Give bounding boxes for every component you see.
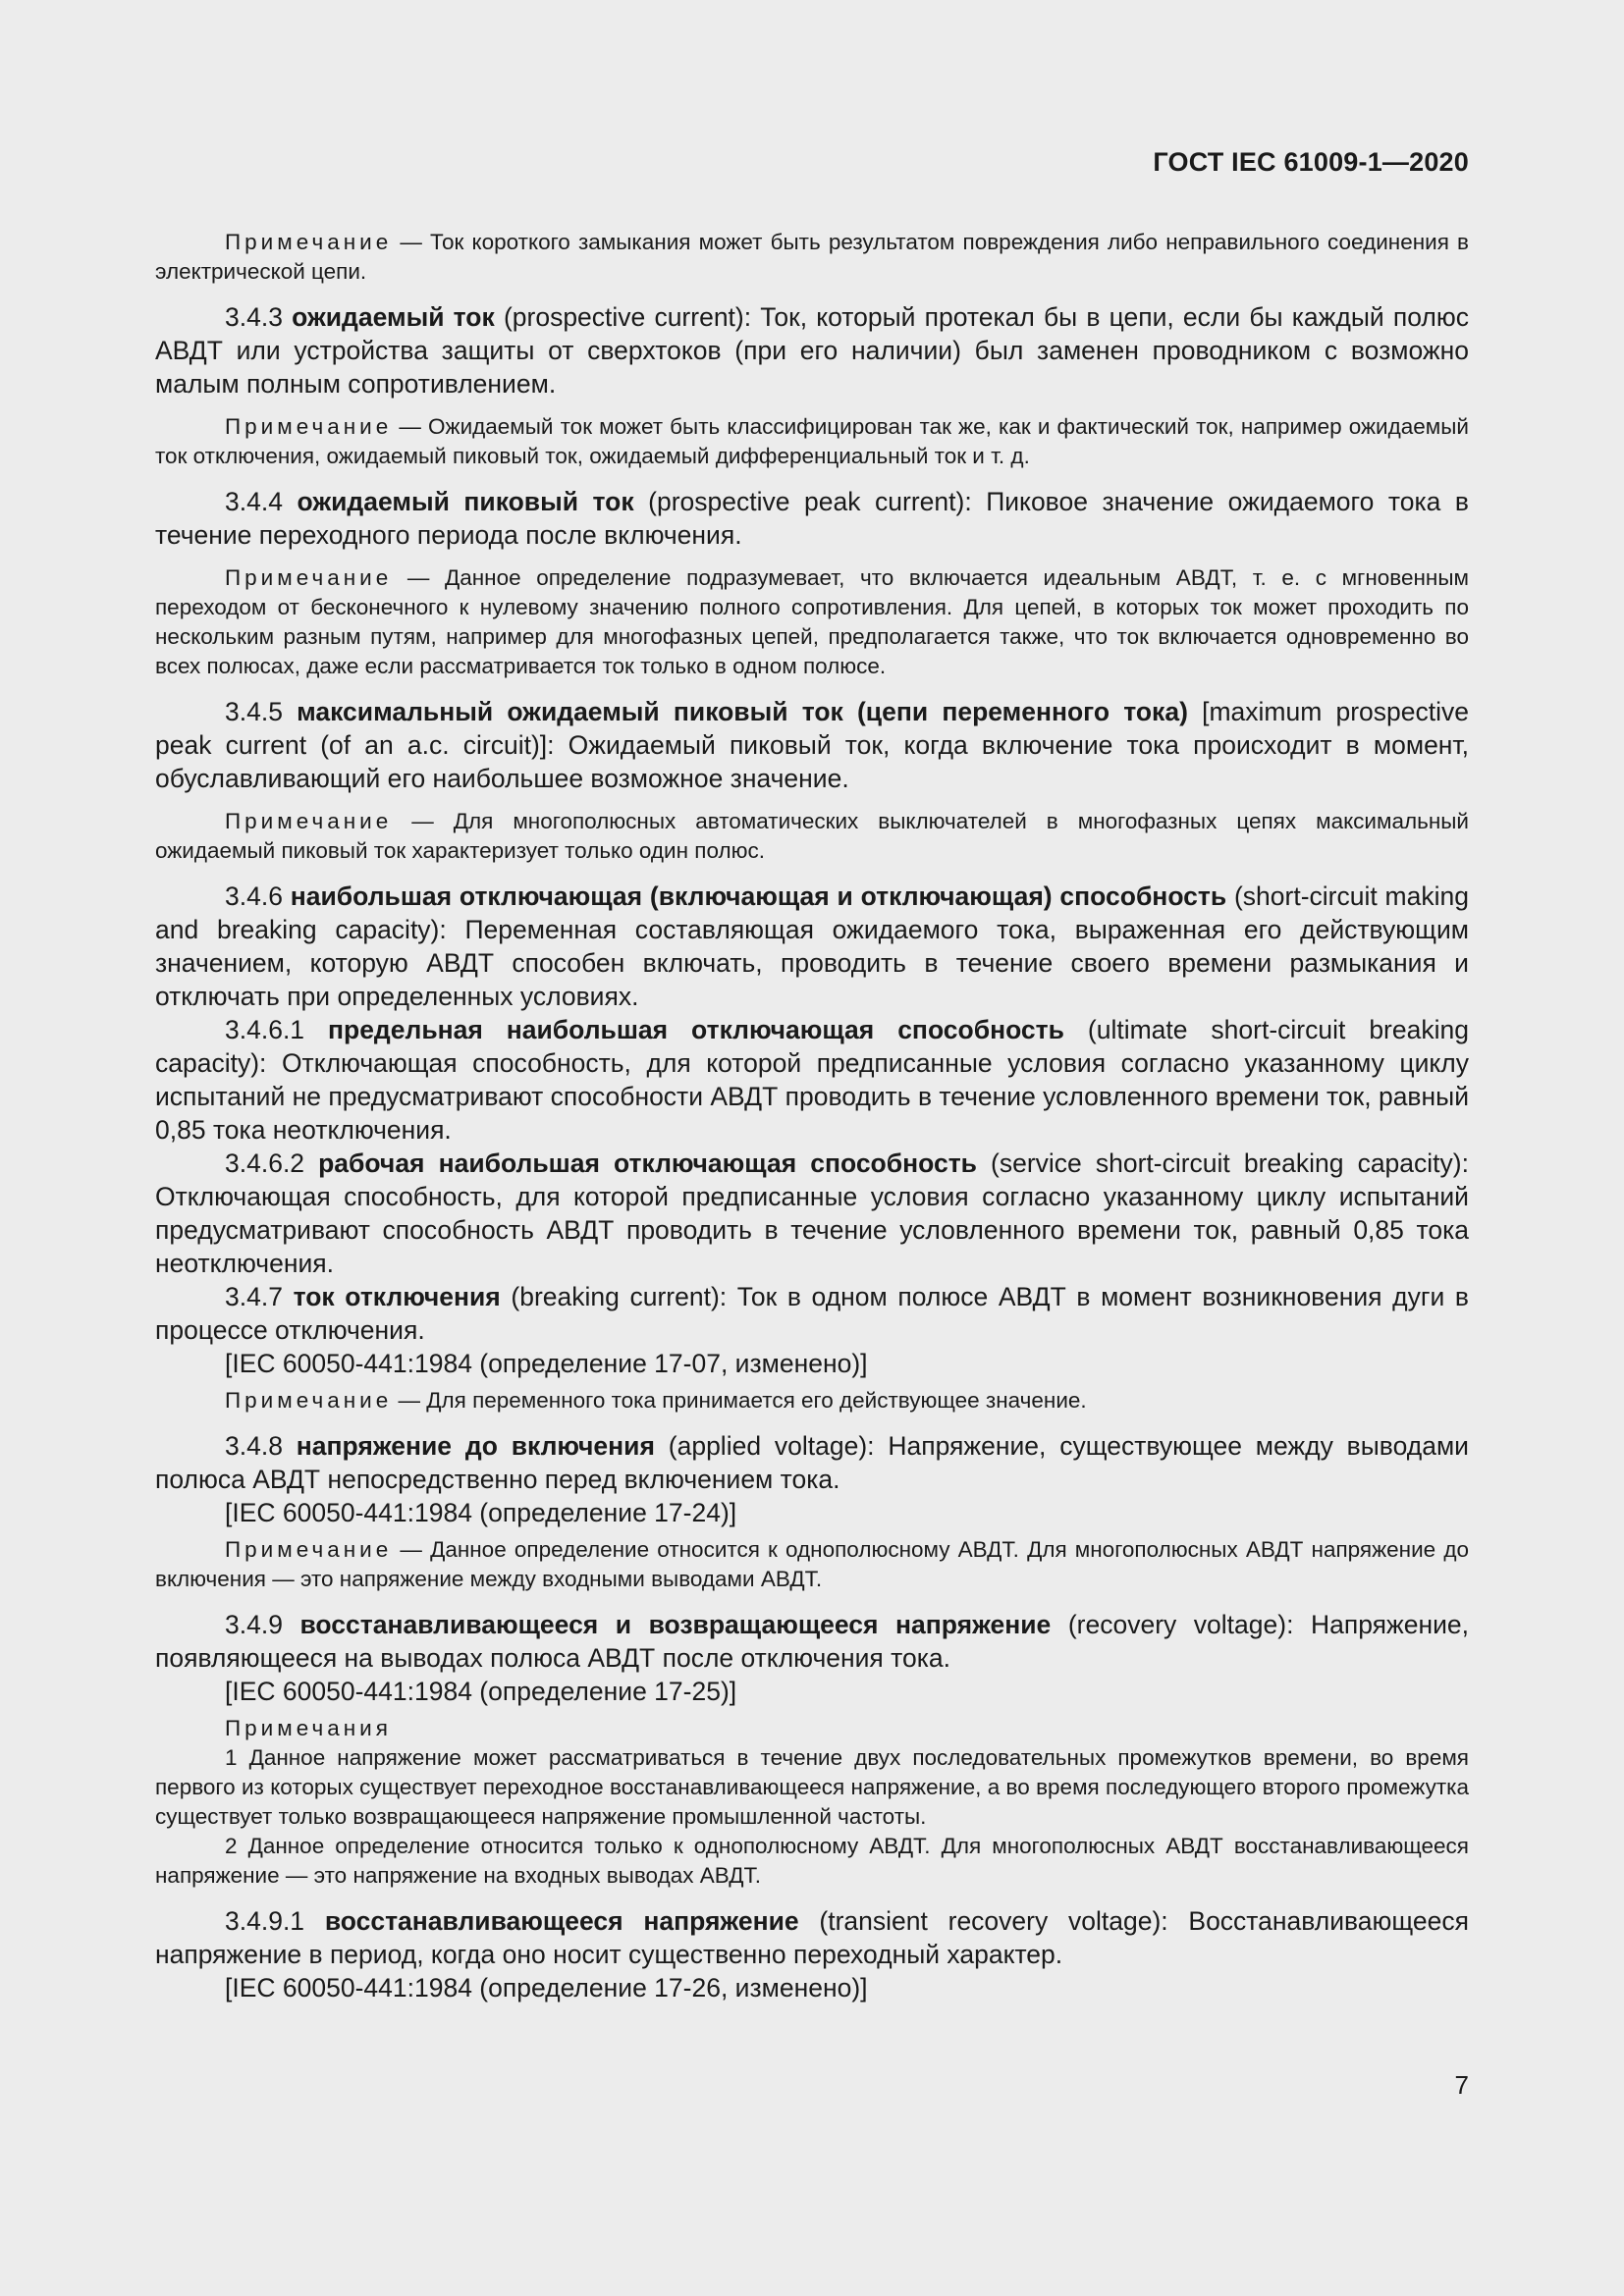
note: [155, 1386, 1469, 1415]
note-dash: —: [398, 1388, 420, 1413]
note-label: Примечание: [225, 414, 393, 439]
note-text: Для многополюсных автоматических выключателей в многофазных цепях максимальный ожидаемый пиковый ток характеризует только один полюс.: [155, 809, 1469, 863]
note: [155, 807, 1469, 866]
definition-text: (service short-circuit breaking capacity): Отключающая способность, для которой предписанные условия согласно указанному циклу испытаний предусматривают способность АВДТ проводить в течение условленного времени ток, равный 0,85 тока неотключения.: [155, 1148, 1469, 1278]
clause-number: 3.4.5: [225, 697, 283, 726]
clause-number: 3.4.6: [225, 881, 283, 911]
clause-number: 3.4.6.2: [225, 1148, 305, 1178]
definition-text: (breaking current): Ток в одном полюсе АВДТ в момент возникновения дуги в процессе отключения.: [155, 1282, 1469, 1345]
note-dash: —: [411, 809, 434, 833]
note-dash: —: [406, 565, 430, 590]
notes-group: [155, 1714, 1469, 1891]
note-label: Примечание: [225, 809, 393, 833]
note: [155, 1535, 1469, 1594]
definition-3-4-3: [155, 300, 1469, 400]
note-dash: —: [400, 230, 422, 254]
document-body: [155, 222, 1469, 2004]
note-text: Данное определение относится к однополюсному АВДТ. Для многополюсных АВДТ напряжение до включения — это напряжение между входными выводами АВДТ.: [155, 1537, 1469, 1591]
definition-3-4-6-2: [155, 1147, 1469, 1280]
note-label: Примечание: [225, 1537, 393, 1562]
definition-3-4-9-1: [155, 1904, 1469, 1971]
definition-text: [maximum prospective peak current (of an a.c. circuit)]: Ожидаемый пиковый ток, когда включение тока происходит в момент, обуславливающий его наибольшее возможное значение.: [155, 697, 1469, 793]
term: максимальный ожидаемый пиковый ток (цепи переменного тока): [297, 697, 1188, 726]
note-item-2: 2 Данное определение относится только к однополюсному АВДТ. Для многополюсных АВДТ восстанавливающееся напряжение — это напряжение на входных выводах АВДТ.: [155, 1834, 1469, 1888]
definition-text: (transient recovery voltage): Восстанавливающееся напряжение в период, когда оно носит существенно переходный характер.: [155, 1906, 1469, 1969]
term: напряжение до включения: [296, 1431, 655, 1461]
clause-number: 3.4.8: [225, 1431, 283, 1461]
note-label: Примечание: [225, 230, 393, 254]
definition-3-4-8: [155, 1429, 1469, 1496]
note: [155, 412, 1469, 471]
term: наибольшая отключающая (включающая и отключающая) способность: [290, 881, 1227, 911]
definition-3-4-6-1: [155, 1013, 1469, 1147]
reference: [IEC 60050-441:1984 (определение 17-24)]: [225, 1498, 737, 1527]
definition-text: (prospective peak current): Пиковое значение ожидаемого тока в течение переходного периода после включения.: [155, 487, 1469, 550]
definition-3-4-9: [155, 1608, 1469, 1675]
reference: [IEC 60050-441:1984 (определение 17-07, изменено)]: [225, 1349, 868, 1378]
note-label: Примечание: [225, 565, 393, 590]
term: восстанавливающееся и возвращающееся напряжение: [299, 1610, 1052, 1639]
term: восстанавливающееся напряжение: [324, 1906, 799, 1936]
page-number: 7: [1454, 2070, 1469, 2100]
clause-number: 3.4.9: [225, 1610, 283, 1639]
note-text: Ток короткого замыкания может быть результатом повреждения либо неправильного соединения в электрической цепи.: [155, 230, 1469, 284]
note-dash: —: [399, 414, 421, 439]
clause-number: 3.4.6.1: [225, 1015, 305, 1044]
definition-text: (applied voltage): Напряжение, существующее между выводами полюса АВДТ непосредственно перед включением тока.: [155, 1431, 1469, 1494]
term: предельная наибольшая отключающая способность: [328, 1015, 1064, 1044]
note-label: Примечание: [225, 1388, 393, 1413]
definition-text: (ultimate short-circuit breaking capacity): Отключающая способность, для которой предписанные условия согласно указанному циклу испытаний не предусматривают способности АВДТ проводить в течение условленного времени ток, равный 0,85 тока неотключения.: [155, 1015, 1469, 1145]
clause-number: 3.4.7: [225, 1282, 283, 1311]
clause-number: 3.4.3: [225, 302, 283, 332]
note-text: Ожидаемый ток может быть классифицирован так же, как и фактический ток, например ожидаемый ток отключения, ожидаемый пиковый ток, ожидаемый дифференциальный ток и т. д.: [155, 414, 1469, 468]
definition-text: (prospective current): Ток, который протекал бы в цепи, если бы каждый полюс АВДТ или устройства защиты от сверхтоков (при его наличии) был заменен проводником с возможно малым полным сопротивлением.: [155, 302, 1469, 399]
term: ожидаемый пиковый ток: [297, 487, 634, 516]
document-header: ГОСТ IEC 61009-1—2020: [1153, 147, 1469, 177]
note: [155, 563, 1469, 681]
clause-number: 3.4.9.1: [225, 1906, 305, 1936]
note-text: Для переменного тока принимается его действующее значение.: [426, 1388, 1087, 1413]
term: ожидаемый ток: [292, 302, 495, 332]
reference: [IEC 60050-441:1984 (определение 17-26, изменено)]: [225, 1973, 868, 2002]
note-text: Данное определение подразумевает, что включается идеальным АВДТ, т. е. с мгновенным переходом от бесконечного к нулевому значению полного сопротивления. Для цепей, в которых ток может проходить по нескольким разным путям, например для многофазных цепей, предполагается также, что ток включается одновременно во всех полюсах, даже если рассматривается ток только в одном полюсе.: [155, 565, 1469, 678]
definition-3-4-7: [155, 1280, 1469, 1347]
clause-number: 3.4.4: [225, 487, 283, 516]
term: ток отключения: [293, 1282, 501, 1311]
note-item-1: 1 Данное напряжение может рассматриваться в течение двух последовательных промежутков времени, во время первого из которых существует переходное восстанавливающееся напряжение, а во время последующего второго промежутка существует только возвращающееся напряжение промышленной частоты.: [155, 1745, 1469, 1829]
reference: [IEC 60050-441:1984 (определение 17-25)]: [225, 1677, 737, 1706]
notes-label: Примечания: [225, 1716, 392, 1740]
note: [155, 228, 1469, 287]
definition-3-4-4: [155, 485, 1469, 552]
term: рабочая наибольшая отключающая способность: [318, 1148, 977, 1178]
definition-3-4-5: [155, 695, 1469, 795]
definition-3-4-6: [155, 880, 1469, 1013]
definition-text: (recovery voltage): Напряжение, появляющееся на выводах полюса АВДТ после отключения тока.: [155, 1610, 1469, 1673]
note-dash: —: [400, 1537, 422, 1562]
definition-text: (short-circuit making and breaking capacity): Переменная составляющая ожидаемого тока, выраженная его действующим значением, которую АВДТ способен включать, проводить в течение своего времени размыкания и отключать при определенных условиях.: [155, 881, 1469, 1011]
